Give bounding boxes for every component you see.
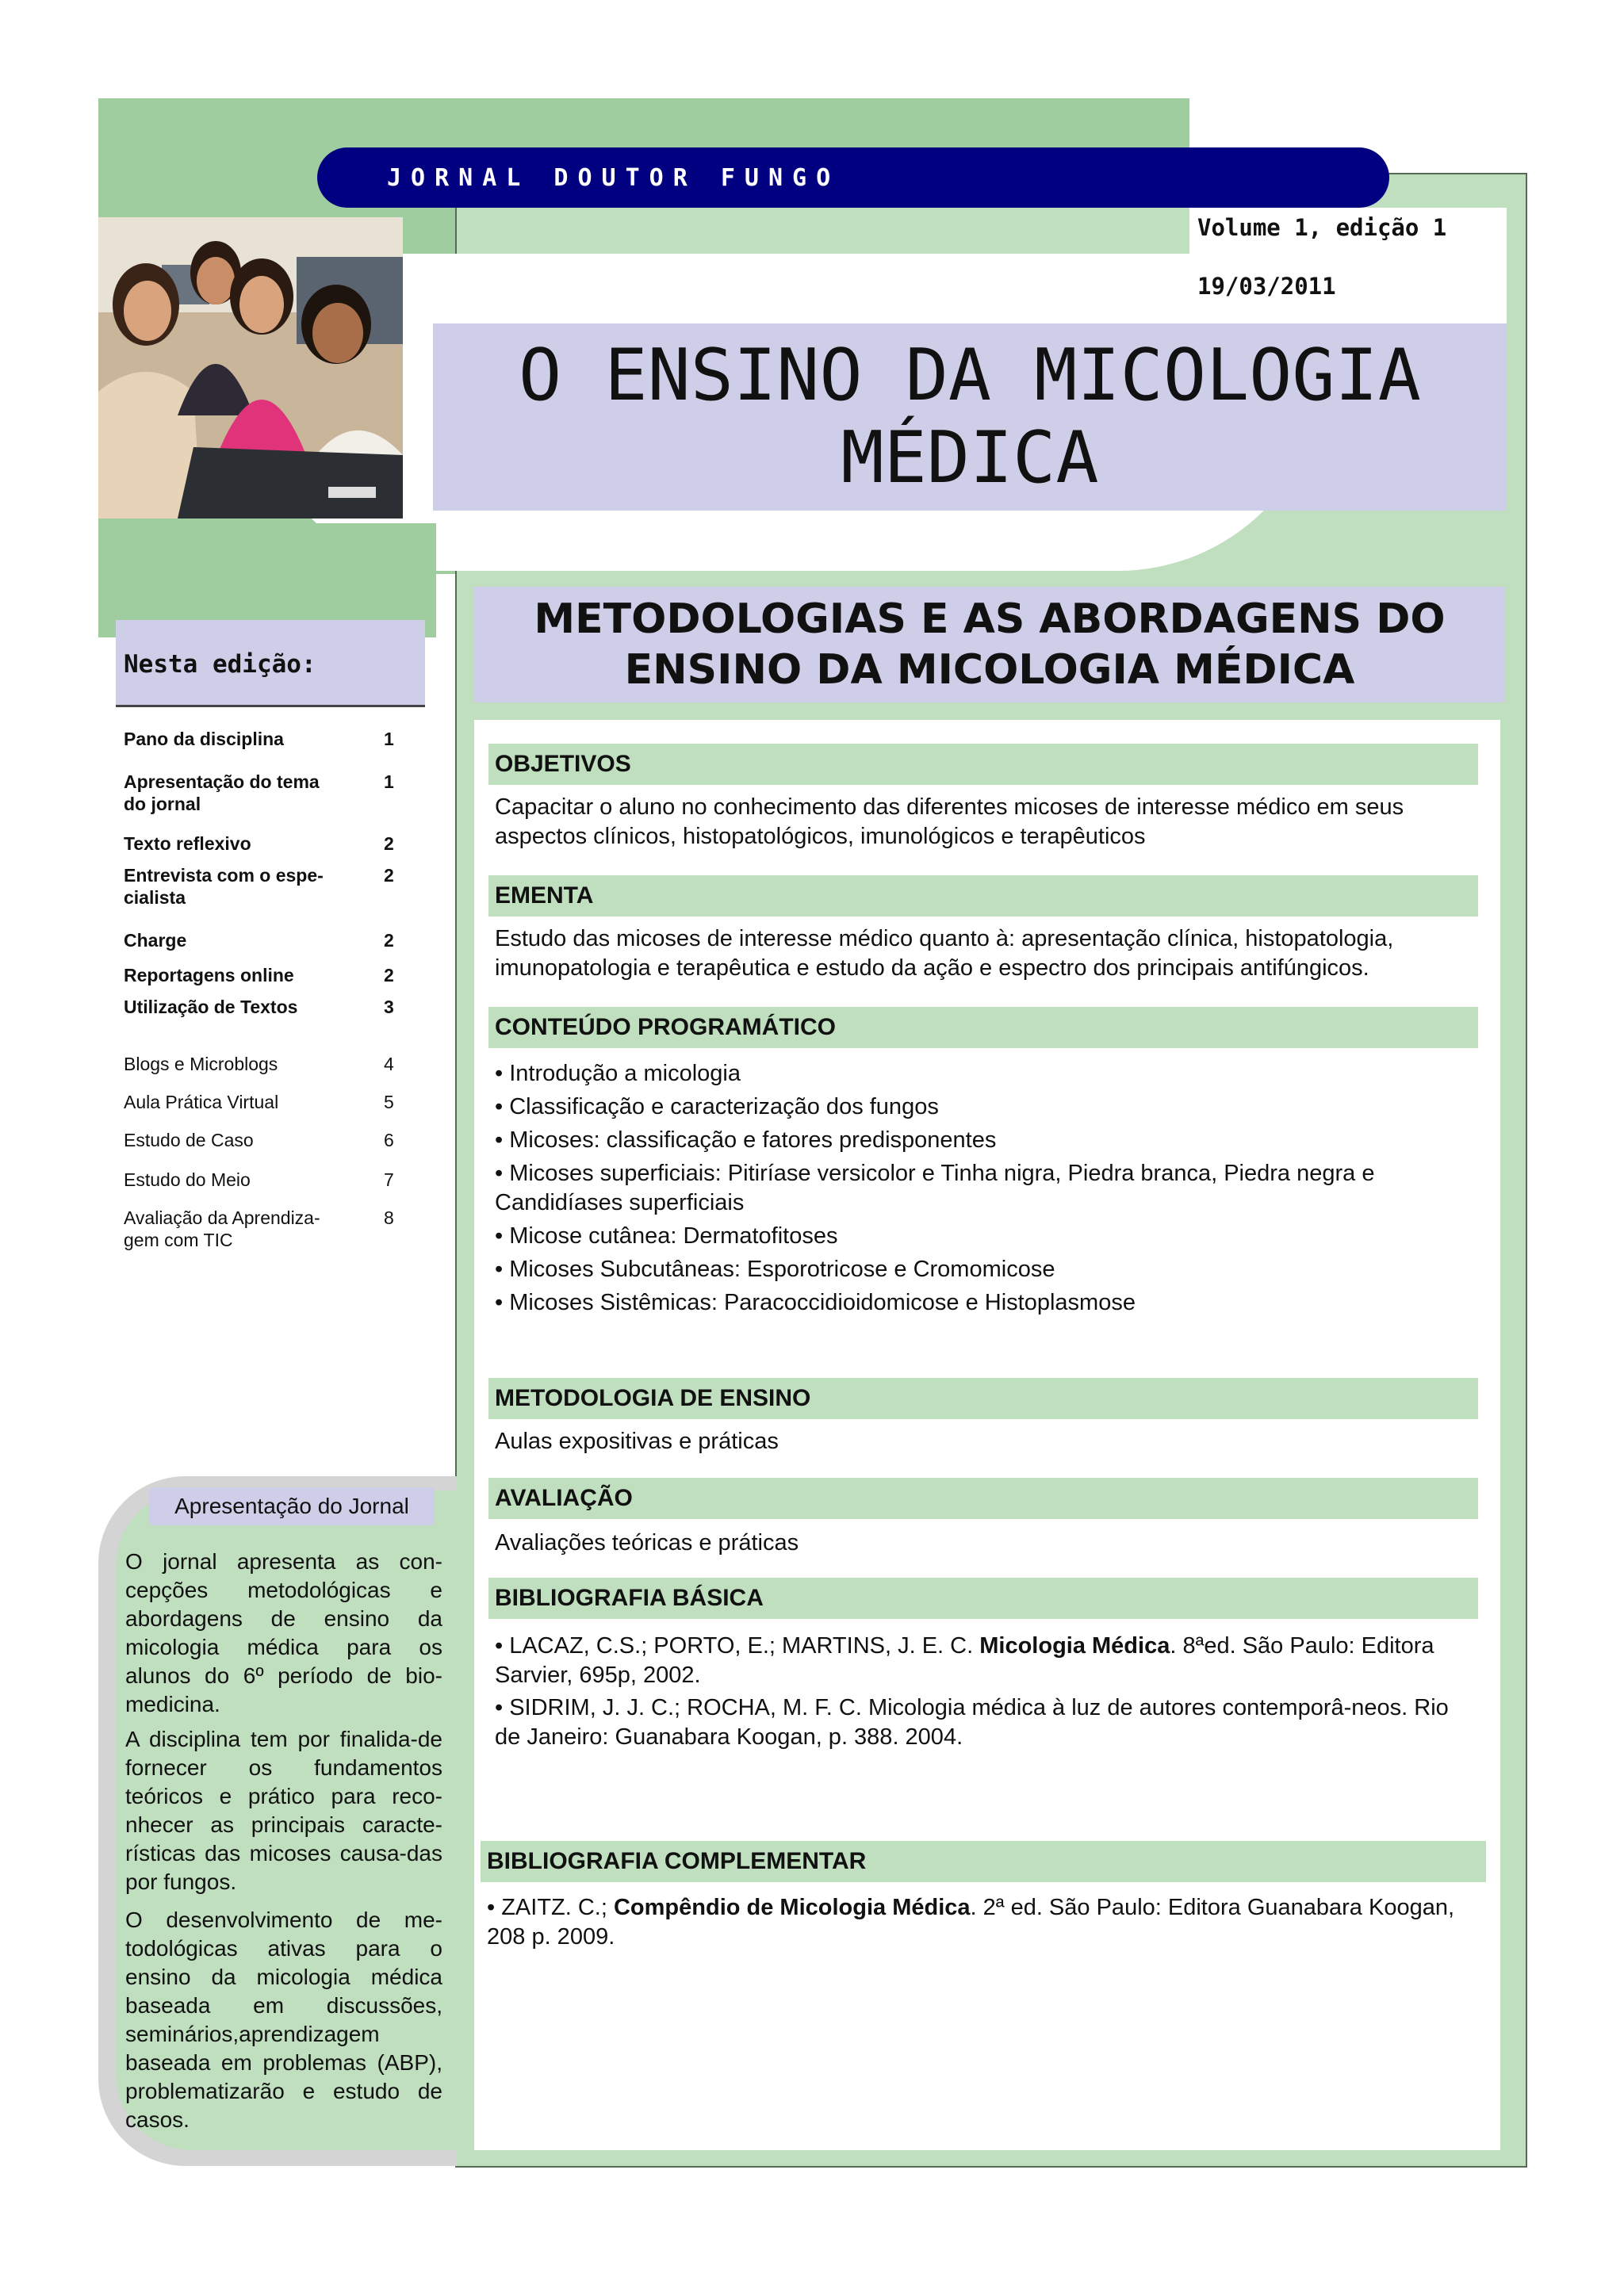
list-item: • Classificação e caracterização dos fungos xyxy=(495,1094,939,1119)
section-title xyxy=(474,587,1505,702)
bibliografia-complementar-ref-1 xyxy=(487,1893,1478,1952)
toc-item-label: Blogs e Microblogs xyxy=(124,1054,278,1074)
conteudo-list xyxy=(495,1059,1478,1318)
bibliografia-basica-ref-2: • SIDRIM, J. J. C.; ROCHA, M. F. C. Micologia médica à luz de autores contemporâ-neos. Rio de Janeiro: Guanabara Koogan, p. 388. 2004. xyxy=(495,1695,1449,1750)
toc-item[interactable] xyxy=(124,771,457,815)
apresentacao-title: Apresentação do Jornal xyxy=(149,1487,435,1525)
toc-item-label: Apresentação do tema do jornal xyxy=(124,771,320,814)
toc-item-label: Estudo de Caso xyxy=(124,1130,254,1150)
apresentacao-paragraph-1: O jornal apresenta as con-cepções metodológicas e abordagens de ensino da micologia médica para os alunos do 6º período de bio-medicina. xyxy=(125,1549,442,1716)
list-item: • Introdução a micologia xyxy=(495,1061,741,1086)
group-photo xyxy=(98,217,403,519)
page-title-line-1: O ENSINO DA MICOLOGIA xyxy=(519,334,1421,417)
toc-item-page: 8 xyxy=(384,1207,394,1228)
toc-item[interactable] xyxy=(124,1207,457,1251)
ref-text: . 2ª ed. São Paulo: Editora Guanabara Koogan, 208 p. 2009. xyxy=(487,1895,1455,1950)
toc-item[interactable] xyxy=(124,832,457,855)
bibliografia-complementar-heading: BIBLIOGRAFIA COMPLEMENTAR xyxy=(481,1841,1486,1882)
toc-item-label: Reportagens online xyxy=(124,965,294,985)
toc-item-page: 6 xyxy=(384,1130,394,1150)
toc-item-page: 3 xyxy=(384,997,394,1017)
toc-item[interactable] xyxy=(124,1053,457,1075)
list-item: • Micoses Subcutâneas: Esporotricose e Cromomicose xyxy=(495,1257,1055,1282)
bibliografia-basica-ref-1 xyxy=(495,1632,1478,1690)
page-title xyxy=(433,323,1507,511)
toc-item-page: 2 xyxy=(384,833,394,854)
bibliografia-basica-heading: BIBLIOGRAFIA BÁSICA xyxy=(488,1578,1478,1619)
toc-item-page: 4 xyxy=(384,1054,394,1074)
toc-item[interactable] xyxy=(124,964,457,986)
toc-item[interactable] xyxy=(124,996,457,1018)
section-title-line-2: ENSINO DA MICOLOGIA MÉDICA xyxy=(624,646,1355,694)
apresentacao-paragraph-3: O desenvolvimento de me-todológicas ativas para o ensino da micologia médica baseada em discussões, seminários,aprendizagem baseada em problemas (ABP), problematizarão e estudo de casos. xyxy=(125,1908,442,2132)
toc-item-page: 2 xyxy=(384,930,394,951)
toc-item[interactable] xyxy=(124,864,457,909)
metodologia-text: Aulas expositivas e práticas xyxy=(495,1429,779,1454)
page-title-line-2: MÉDICA xyxy=(841,416,1099,499)
objetivos-text: Capacitar o aluno no conhecimento das diferentes micoses de interesse médico em seus aspectos clínicos, histopatológicos, imunológicos e terapêuticos xyxy=(495,794,1404,849)
toc-heading: Nesta edição: xyxy=(124,650,316,679)
group-photo-illustration xyxy=(98,217,403,519)
toc-item[interactable] xyxy=(124,728,457,750)
section-title-line-1: METODOLOGIAS E AS ABORDAGENS DO xyxy=(534,595,1446,643)
ementa-heading: EMENTA xyxy=(488,875,1478,916)
avaliacao-text: Avaliações teóricas e práticas xyxy=(495,1530,799,1556)
ementa-text: Estudo das micoses de interesse médico quanto à: apresentação clínica, histopatologia, imunopatologia e terapêutica e estudo da ação e espectro dos principais antifúngicos. xyxy=(495,926,1394,981)
toc-item-label: Estudo do Meio xyxy=(124,1169,251,1190)
metodologia-heading: METODOLOGIA DE ENSINO xyxy=(488,1378,1478,1419)
toc-item[interactable] xyxy=(124,1129,457,1151)
list-item: • Micoses Sistêmicas: Paracoccidioidomicose e Histoplasmose xyxy=(495,1290,1136,1315)
conteudo-heading: CONTEÚDO PROGRAMÁTICO xyxy=(488,1007,1478,1048)
toc-item[interactable] xyxy=(124,929,457,951)
toc-item-page: 5 xyxy=(384,1092,394,1112)
list-item: • Micose cutânea: Dermatofitoses xyxy=(495,1223,838,1249)
list-item: • Micoses: classificação e fatores predisponentes xyxy=(495,1127,997,1153)
ref-book-title: Micologia Médica xyxy=(979,1633,1170,1659)
toc-item-page: 2 xyxy=(384,965,394,985)
ref-text: • ZAITZ. C.; xyxy=(487,1895,614,1920)
avaliacao-heading: AVALIAÇÃO xyxy=(488,1478,1478,1519)
toc-item-label: Avaliação da Aprendiza-gem com TIC xyxy=(124,1207,320,1250)
ref-text: . 8ªed. São Paulo: Editora Sarvier, 695p, 2002. xyxy=(495,1633,1434,1688)
toc-item-page: 1 xyxy=(384,729,394,749)
journal-name: JORNAL DOUTOR FUNGO xyxy=(387,163,841,192)
toc-item-page: 1 xyxy=(384,771,394,792)
list-item: • Micoses superficiais: Pitiríase versicolor e Tinha nigra, Piedra branca, Piedra negra e Candidíases superficiais xyxy=(495,1161,1375,1215)
toc-item-label: Aula Prática Virtual xyxy=(124,1092,279,1112)
ref-text: • LACAZ, C.S.; PORTO, E.; MARTINS, J. E. C. xyxy=(495,1633,980,1659)
toc-item-label: Utilização de Textos xyxy=(124,997,298,1017)
volume-label: Volume 1, edição 1 xyxy=(1197,214,1447,241)
ref-book-title: Compêndio de Micologia Médica xyxy=(613,1895,971,1920)
toc-item[interactable] xyxy=(124,1169,457,1191)
toc-item-page: 7 xyxy=(384,1169,394,1190)
journal-banner xyxy=(317,147,1389,208)
apresentacao-paragraph-2: A disciplina tem por finalida-de fornecer os fundamentos teóricos e prático para reco-nhecer as principais caracte-rísticas das micoses causa-das por fungos. xyxy=(125,1727,442,1894)
issue-date: 19/03/2011 xyxy=(1197,273,1336,300)
toc-item-page: 2 xyxy=(384,865,394,886)
toc-item[interactable] xyxy=(124,1091,457,1113)
objetivos-heading: OBJETIVOS xyxy=(488,744,1478,785)
toc-item-label: Texto reflexivo xyxy=(124,833,251,854)
toc-item-label: Pano da disciplina xyxy=(124,729,284,749)
toc-item-label: Entrevista com o espe-cialista xyxy=(124,865,324,908)
toc-item-label: Charge xyxy=(124,930,187,951)
